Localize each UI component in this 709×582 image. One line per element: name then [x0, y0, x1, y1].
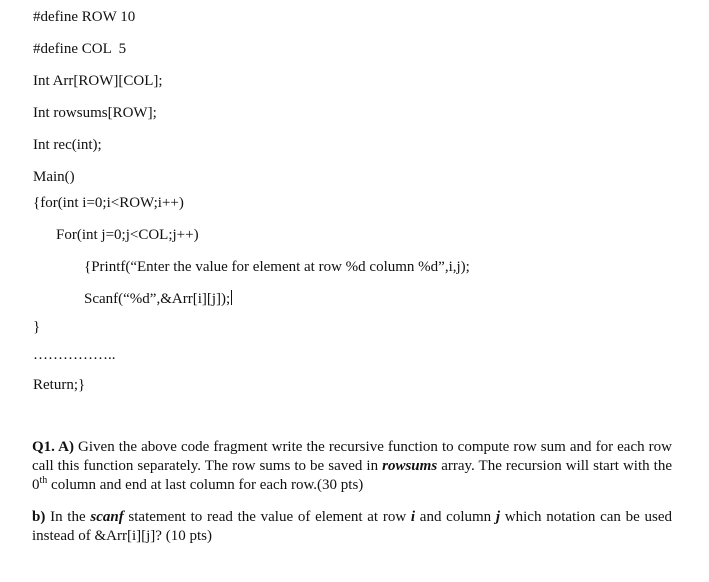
question-1b-text-d: which notation can be used instead of &Arr[i][j]? (10 pts): [32, 509, 673, 544]
code-line-define-row: #define ROW 10: [33, 9, 136, 25]
code-line-inner-loop: For(int j=0;j<COL;j++): [56, 227, 199, 243]
code-line-close-brace: }: [33, 319, 41, 335]
code-line-outer-loop: {for(int i=0;i<ROW;i++): [33, 195, 184, 211]
code-line-return: Return;}: [33, 377, 86, 393]
question-1b-text-c: and column: [415, 509, 496, 525]
text-cursor: [231, 290, 232, 305]
question-1a-text-a: Given the above code fragment write the recursive function to compute row sum and for each row call this function separately. The row sums to be saved in: [32, 439, 672, 474]
code-line-arr-decl: Int Arr[ROW][COL];: [33, 73, 163, 89]
code-line-scanf: [84, 290, 232, 308]
code-line-main: Main(): [33, 169, 75, 185]
question-1a-superscript: th: [39, 475, 48, 486]
question-1b-scanf: scanf: [90, 509, 124, 525]
question-1a-rowsums: rowsums: [382, 458, 438, 474]
code-line-ellipsis: ……………..: [33, 347, 116, 363]
question-1b: [32, 508, 672, 546]
code-line-printf: {Printf(“Enter the value for element at row %d column %d”,i,j);: [84, 259, 470, 275]
code-line-scanf-text: Scanf(“%d”,&Arr[i][j]);: [84, 291, 231, 307]
question-1b-label: b): [32, 509, 46, 525]
question-1a-text-c: column and end at last column for each row.(30 pts): [47, 477, 364, 493]
question-1a: [32, 438, 672, 495]
question-1a-text-b: array. The recursion will start with the 0: [32, 458, 672, 493]
code-line-rowsums-decl: Int rowsums[ROW];: [33, 105, 157, 121]
question-1a-label: Q1. A): [32, 439, 74, 455]
code-line-define-col: #define COL 5: [33, 41, 127, 57]
question-1b-text-a: In the: [45, 509, 91, 525]
question-1b-i: i: [410, 509, 416, 525]
code-line-rec-decl: Int rec(int);: [33, 137, 102, 153]
question-1b-j: j: [495, 509, 501, 525]
question-1b-text-b: statement to read the value of element at row: [123, 509, 411, 525]
